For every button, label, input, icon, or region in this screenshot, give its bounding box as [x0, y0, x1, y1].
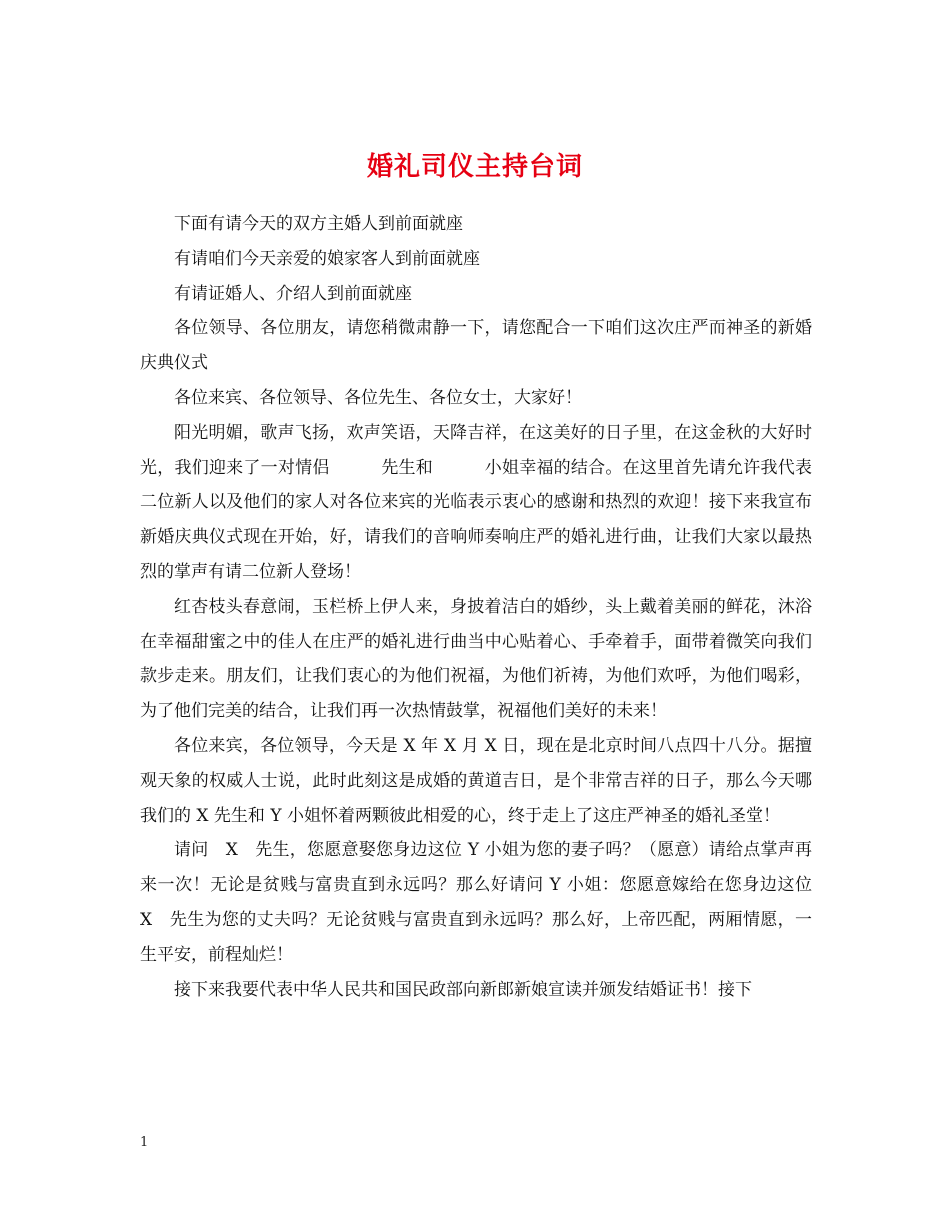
paragraph: 有请咱们今天亲爱的娘家客人到前面就座	[174, 248, 480, 269]
paragraph: 接下来我要代表中华人民共和国民政部向新郎新娘宣读并颁发结婚证书！接下	[174, 979, 752, 1000]
paragraph: 各位来宾，各位领导，今天是 X 年 X 月 X 日，现在是北京时间八点四十八分。据擅观天象的权威人士说，此时此刻这是成婚的黄道吉日，是个非常吉祥的日子，那么今天哪我们的 X 先生和 Y 小姐怀着两颗彼此相爱的心，终于走上了这庄严神圣的婚礼圣堂！	[140, 735, 812, 826]
paragraph: 请问 X 先生，您愿意娶您身边这位 Y 小姐为您的妻子吗？（愿意）请给点掌声再来一次！无论是贫贱与富贵直到永远吗？那么好请问 Y 小姐：您愿意嫁给在您身边这位 X 先生为您的丈夫吗？无论贫贱与富贵直到永远吗？那么好，上帝匹配，两厢情愿，一生平安，前程灿烂！	[140, 840, 829, 965]
paragraph: 阳光明媚，歌声飞扬，欢声笑语，天降吉祥，在这美好的日子里，在这金秋的大好时光，我们迎来了一对情侣 先生和 小姐幸福的结合。在这里首先请允许我代表二位新人以及他们的家人对各位来宾的光临表示衷心的感谢和热烈的欢迎！接下来我宣布新婚庆典仪式现在开始，好，请我们的音响师奏响庄严的婚礼进行曲，让我们大家以最热烈的掌声有请二位新人登场！	[140, 422, 812, 582]
page-number: 1	[140, 1135, 149, 1150]
paragraph: 各位领导、各位朋友，请您稍微肃静一下，请您配合一下咱们这次庄严而神圣的新婚庆典仪式	[140, 318, 812, 374]
paragraph: 有请证婚人、介绍人到前面就座	[174, 283, 412, 304]
paragraph: 各位来宾、各位领导、各位先生、各位女士，大家好！	[174, 387, 582, 408]
paragraph: 红杏枝头春意闹，玉栏桥上伊人来，身披着洁白的婚纱，头上戴着美丽的鲜花，沐浴在幸福甜蜜之中的佳人在庄严的婚礼进行曲当中心贴着心、手牵着手，面带着微笑向我们款步走来。朋友们，让我们衷心的为他们祝福，为他们祈祷，为他们欢呼，为他们喝彩，为了他们完美的结合，让我们再一次热情鼓掌，祝福他们美好的未来！	[140, 596, 812, 722]
document-body	[140, 207, 829, 1007]
document-title: 婚礼司仪主持台词	[366, 152, 583, 183]
paragraph: 下面有请今天的双方主婚人到前面就座	[174, 214, 463, 234]
